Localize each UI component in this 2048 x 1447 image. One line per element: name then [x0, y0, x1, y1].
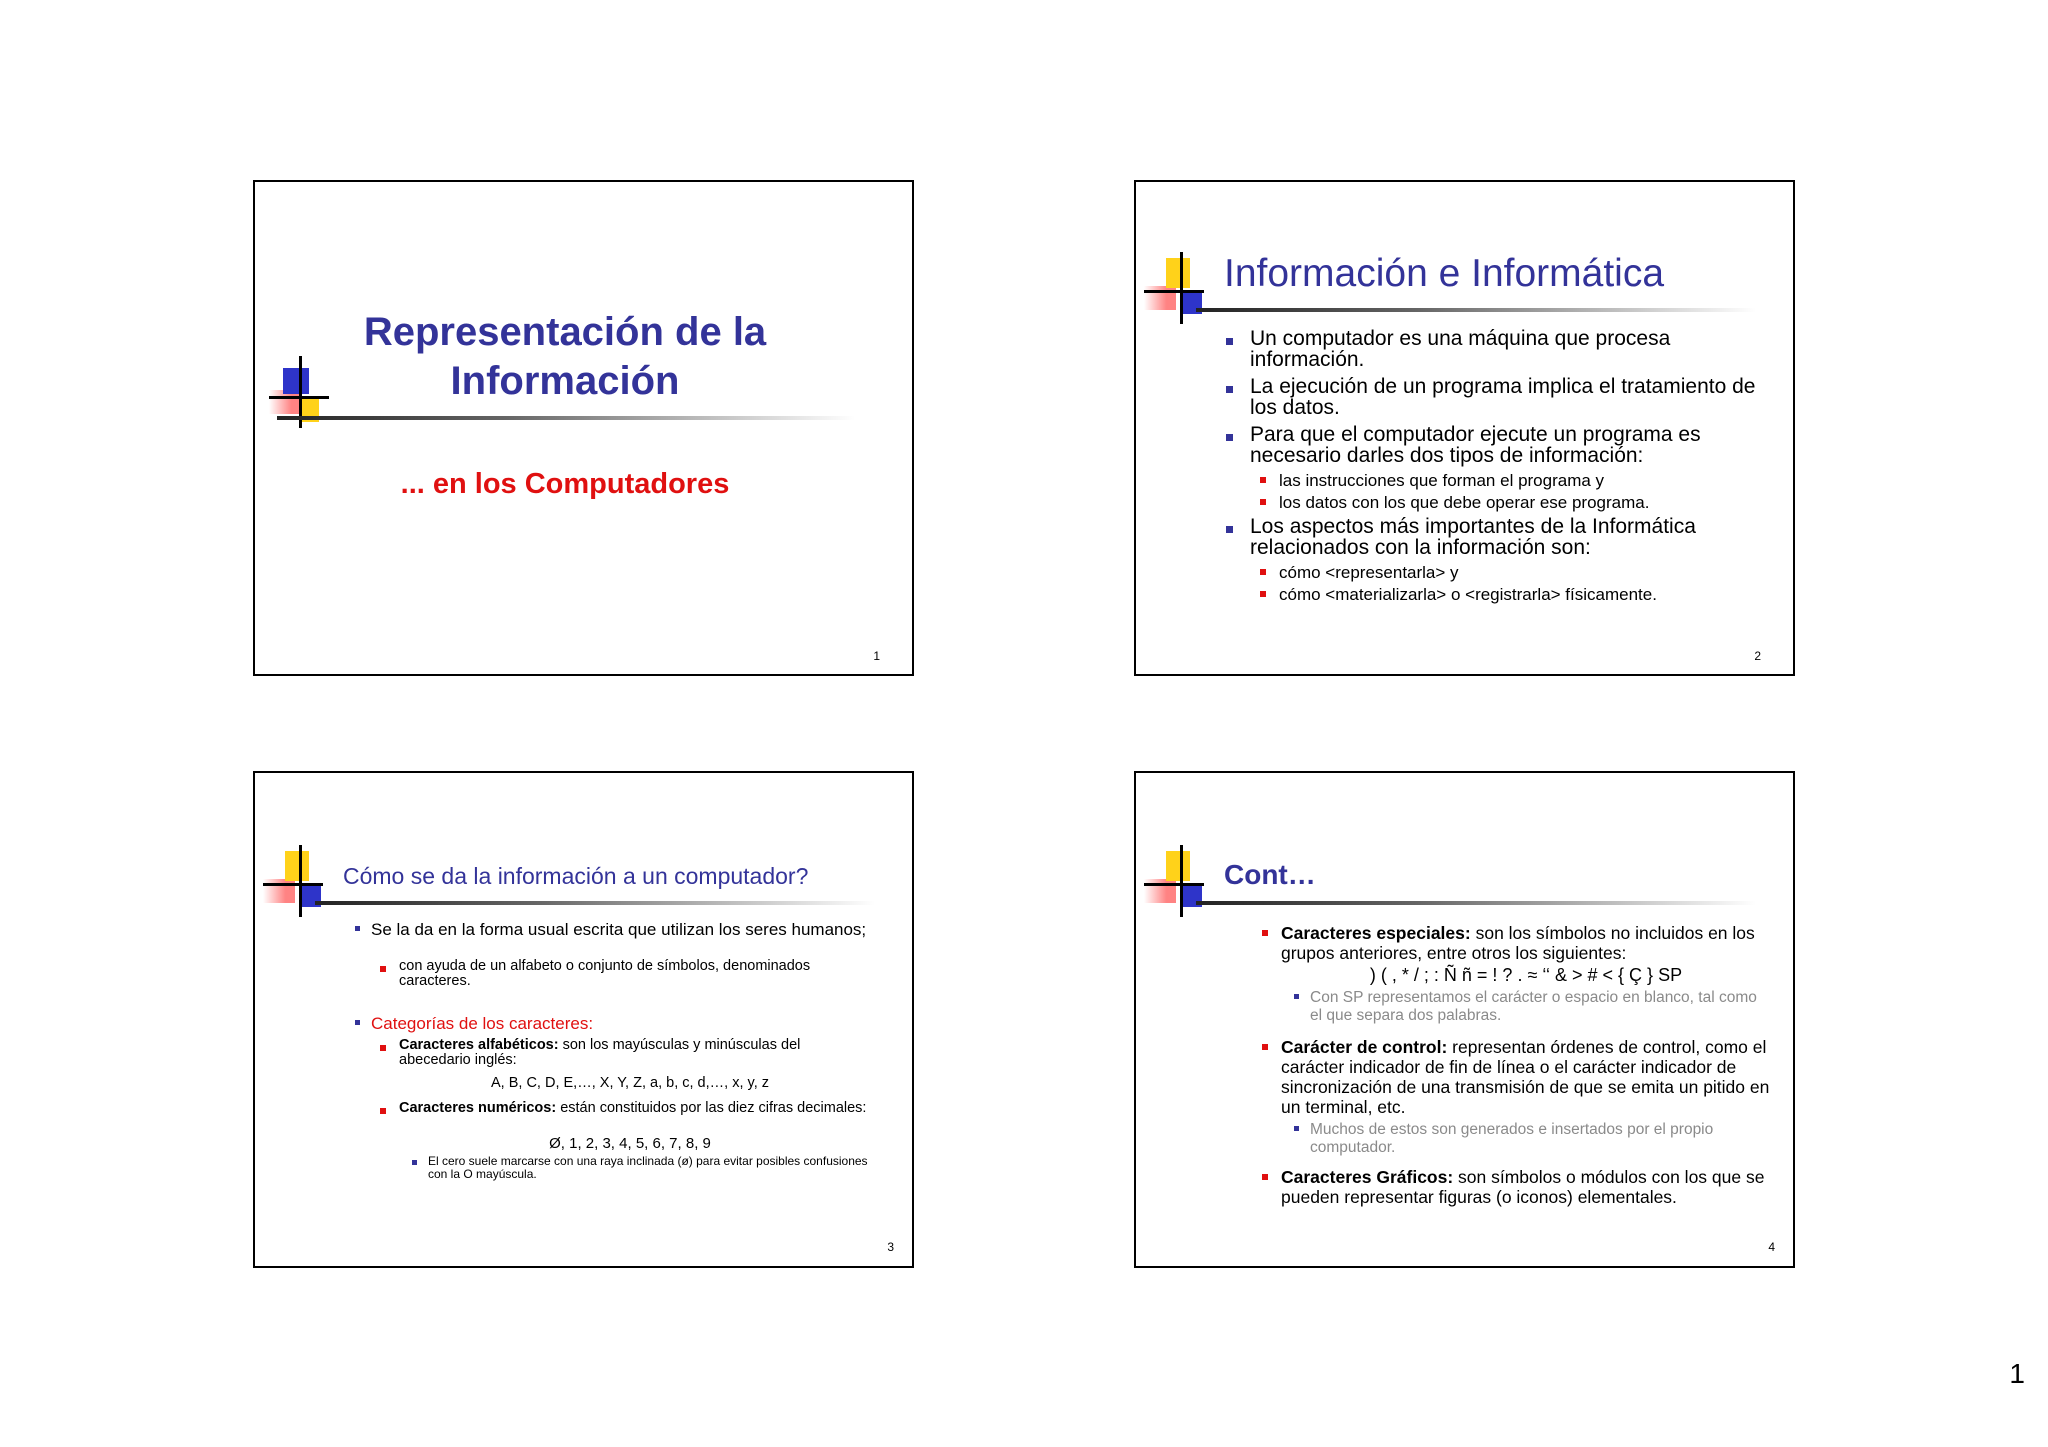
title-rule [315, 901, 875, 905]
digit-list: Ø, 1, 2, 3, 4, 5, 6, 7, 8, 9 [549, 1135, 711, 1152]
slide-logo-icon [1144, 252, 1204, 324]
note-list [428, 1155, 868, 1181]
slide-title: Información e Informática [1224, 252, 1665, 295]
bullet-list [371, 921, 871, 938]
term-label: Caracteres Gráficos: [1281, 1167, 1454, 1187]
term-text: son símbolos o módulos con los que se pueden representar figuras (o iconos) elementales. [1281, 1167, 1765, 1207]
term-text: son los símbolos no incluidos en los grupos anteriores, entre otros los siguientes: [1281, 923, 1755, 963]
term-text: son los mayúsculas y minúsculas del abecedario inglés: [399, 1037, 801, 1068]
slide-number: 1 [873, 649, 880, 663]
sub-list [399, 1101, 869, 1116]
bullet-list [1281, 923, 1771, 963]
slide-subtitle: ... en los Computadores [400, 468, 730, 500]
list-item: Muchos de estos son generados e insertados por el propio computador. [1310, 1121, 1760, 1157]
title-rule [277, 416, 855, 420]
sub-list [399, 1038, 869, 1068]
sub-list [1279, 470, 1759, 514]
title-line-1: Representación de la [363, 310, 767, 354]
slide-3 [253, 771, 914, 1268]
title-rule [1196, 308, 1756, 312]
list-item [399, 1101, 869, 1116]
slide-number: 2 [1754, 649, 1761, 663]
slide-number: 4 [1768, 1240, 1775, 1254]
bullet-list [1281, 1167, 1771, 1207]
list-item [399, 1038, 869, 1068]
slide-title [355, 308, 775, 406]
list-item [1281, 1037, 1771, 1117]
bullet-list [1281, 1037, 1771, 1117]
slide-number: 3 [887, 1240, 894, 1254]
term-label: Caracteres numéricos: [399, 1100, 557, 1116]
list-item [1281, 1167, 1771, 1207]
term-text: representan órdenes de control, como el carácter indicador de fin de línea o el carácter indicador de sincronización de una transmisión de que se emita un pitido en un terminal, etc. [1281, 1037, 1770, 1117]
slide-2 [1134, 180, 1795, 676]
list-item: El cero suele marcarse con una raya inclinada (ø) para evitar posibles confusiones con la O mayúscula. [428, 1154, 868, 1181]
title-rule [1196, 901, 1756, 905]
slide-title: Cómo se da la información a un computador? [343, 863, 809, 889]
term-text: están constituidos por las diez cifras decimales: [556, 1100, 867, 1116]
list-item: Para que el computador ejecute un programa es necesario darles dos tipos de información: [1250, 424, 1770, 466]
bullet-list [371, 1015, 871, 1032]
list-item [1281, 923, 1771, 963]
symbol-list: ) ( , * / ; : Ñ ñ = ! ? . ≈ ‘‘ & > # < { Ç } SP [1369, 965, 1683, 985]
list-item: los datos con los que debe operar ese programa. [1279, 492, 1759, 514]
page-number: 1 [2009, 1358, 2025, 1389]
slide-title: Cont… [1224, 859, 1316, 890]
term-label: Caracteres especiales: [1281, 923, 1471, 943]
alphabet-list: A, B, C, D, E,…, X, Y, Z, a, b, c, d,…, x, y, z [491, 1075, 769, 1091]
slide-4 [1134, 771, 1795, 1268]
bullet-list [1250, 328, 1770, 470]
term-label: Caracteres alfabéticos: [399, 1037, 559, 1053]
title-line-2: Información [450, 359, 680, 403]
list-item: Categorías de los caracteres: [371, 1015, 871, 1032]
list-item: Un computador es una máquina que procesa información. [1250, 328, 1770, 370]
list-item: las instrucciones que forman el programa y [1279, 470, 1759, 492]
sub-list [1279, 562, 1759, 606]
list-item: cómo <materializarla> o <registrarla> físicamente. [1279, 584, 1759, 606]
bullet-list [1250, 516, 1770, 558]
slide-logo-icon [1144, 845, 1204, 917]
slide-logo-icon [263, 845, 323, 917]
list-item: Los aspectos más importantes de la Informática relacionados con la información son: [1250, 516, 1770, 558]
list-item: con ayuda de un alfabeto o conjunto de símbolos, denominados caracteres. [399, 959, 869, 989]
list-item: cómo <representarla> y [1279, 562, 1759, 584]
note-list [1310, 989, 1760, 1025]
term-label: Carácter de control: [1281, 1037, 1448, 1057]
list-item: La ejecución de un programa implica el tratamiento de los datos. [1250, 376, 1770, 418]
sub-list [399, 959, 869, 989]
slide-1 [253, 180, 914, 676]
list-item: Con SP representamos el carácter o espacio en blanco, tal como el que separa dos palabras. [1310, 989, 1760, 1025]
list-item: Se la da en la forma usual escrita que utilizan los seres humanos; [371, 921, 871, 938]
note-list [1310, 1121, 1760, 1157]
